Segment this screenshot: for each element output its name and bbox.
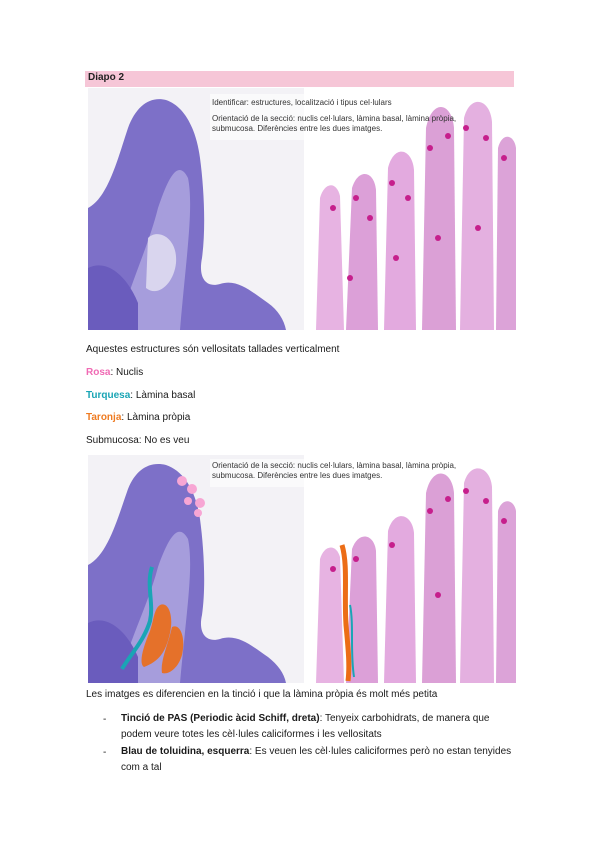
bullet-toluidine xyxy=(121,744,516,776)
legend-taronja-value: : Làmina pròpia xyxy=(121,412,191,423)
legend-submucosa: Submucosa: No es veu xyxy=(86,435,190,446)
bullet-pas-title: Tinció de PAS (Periodic àcid Schiff, dreta) xyxy=(121,713,320,724)
bullet-pas xyxy=(121,711,516,743)
legend-rosa-label: Rosa xyxy=(86,367,111,378)
legend-turquesa xyxy=(86,390,195,401)
legend-turquesa-label: Turquesa xyxy=(86,390,131,401)
section-title: Diapo 2 xyxy=(88,72,125,83)
legend-rosa xyxy=(86,367,143,378)
legend-turquesa-value: : Làmina basal xyxy=(130,390,196,401)
legend-rosa-value: : Nuclis xyxy=(110,367,144,378)
histology-figure-2-annotated xyxy=(88,455,516,683)
bullet-marker-toluidine: - xyxy=(103,747,107,758)
paragraph-differences: Les imatges es diferencien en la tinció i que la làmina pròpia és molt més petita xyxy=(86,689,438,700)
bullet-marker-pas: - xyxy=(103,714,107,725)
bullet-toluidine-text: : Es veuen les cèl·lules caliciformes però no estan tenyides com a tal xyxy=(121,746,512,773)
section-header xyxy=(85,71,514,87)
figure1-caption-orientation: Orientació de la secció: nuclis cel·lulars, làmina basal, làmina pròpia, submucosa. Diferències entre les dues imatges. xyxy=(212,114,457,133)
legend-taronja-label: Taronja xyxy=(86,412,122,423)
paragraph-villi: Aquestes estructures són vellositats tallades verticalment xyxy=(86,344,340,355)
bullet-toluidine-title: Blau de toluidina, esquerra xyxy=(121,746,250,757)
figure2-caption-orientation: Orientació de la secció: nuclis cel·lulars, làmina basal, làmina pròpia, submucosa. Diferències entre les dues imatges. xyxy=(212,461,457,480)
figure1-caption-objective: Identificar: estructures, localització i tipus cel·lulars xyxy=(212,98,392,107)
legend-taronja xyxy=(86,412,190,423)
bullet-pas-text: : Tenyeix carbohidrats, de manera que podem veure totes les cèl·lules caliciformes i les vellositats xyxy=(121,713,490,740)
